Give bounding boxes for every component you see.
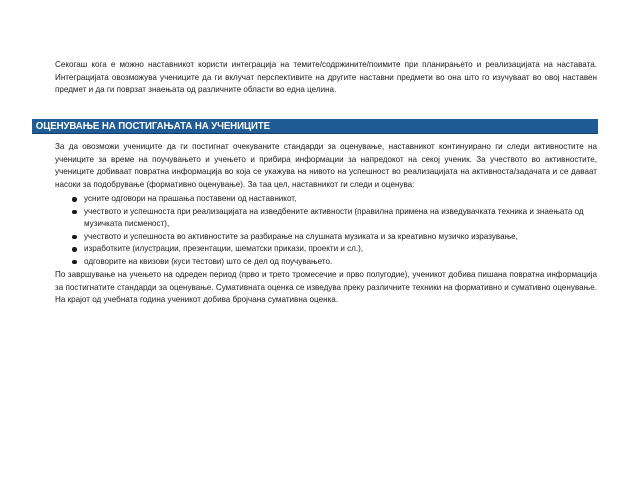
- list-item-text: изработките (илустрации, презентации, шематски прикази, проекти и сл.),: [84, 244, 364, 254]
- list-item: [55, 256, 597, 269]
- list-item-text: усните одговори на прашања поставени од наставникот,: [84, 194, 297, 203]
- list-item: [55, 206, 597, 231]
- bullet-icon: [72, 210, 77, 215]
- list-item-text: учеството и успешноста при реализацијата на изведбените активности (правилна примена на изведувачката техника и знаењата од музичката писменост),: [84, 206, 584, 229]
- list-item: [55, 231, 597, 244]
- list-item: [55, 193, 597, 206]
- bullet-icon: [72, 247, 77, 252]
- assessment-criteria-list: [55, 193, 597, 269]
- integration-paragraph: Секогаш кога е можно наставникот користи интеграција на темите/содржините/поимите при планирањето и реализацијата на наставата. Интеграцијата овозможува учениците да ги вклучат перспективите на другите наставни предмети во она што го изучуваат во овој наставен предмет и да ги поврзат знаењата од различните области во една целина.: [55, 60, 597, 95]
- section-heading-bar: [32, 119, 598, 134]
- bullet-icon: [72, 197, 77, 202]
- assessment-intro-paragraph: За да овозможи учениците да ги постигнат очекуваните стандарди за оценување, наставникот континуирано ги следи активностите на учениците за време на поучувањето и учењето и прибира информации за напредокот на секој ученик. За учеството во активностите, учениците добиваат повратна информација во која се укажува на нивото на успешност во реализацијата на активноста/задачата и се даваат насоки за подобрување (формативно оценување). За таа цел, наставникот ги следи и оценува:: [55, 142, 597, 189]
- section-heading-title: ОЦЕНУВАЊЕ НА ПОСТИГАЊАТА НА УЧЕНИЦИТЕ: [35, 121, 270, 132]
- bullet-icon: [72, 235, 77, 240]
- bullet-icon: [72, 260, 77, 265]
- summative-assessment-paragraph: По завршување на учењето на одреден период (прво и трето тромесечие и прво полугодие), ученикот добива пишана повратна информација за постигнатите стандарди за оценување. Сумативната оценка се изведува преку различните техники на формативно и сумативно оценување. На крајот од учебната година ученикот добива бројчана сумативна оценка.: [55, 270, 597, 305]
- list-item-text: одговорите на квизови (куси тестови) што се дел од поучувањето.: [84, 256, 333, 266]
- list-item: [55, 243, 597, 256]
- list-item-text: учеството и успешноста во активностите за разбирање на слушната музиката и за креативно музичко изразување,: [84, 231, 518, 241]
